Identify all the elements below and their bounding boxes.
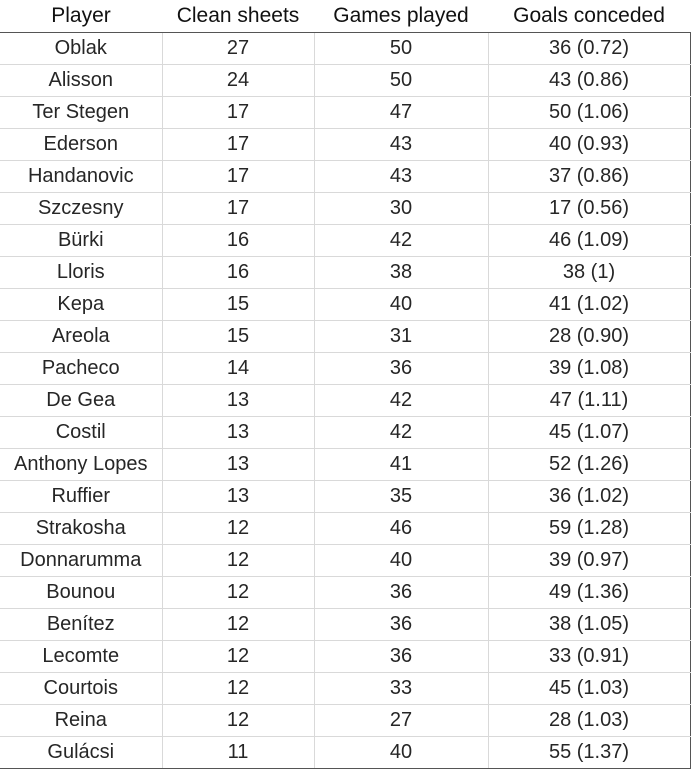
player-name-cell: Bounou [0, 577, 162, 609]
player-name-cell: Alisson [0, 65, 162, 97]
table-row [0, 417, 690, 449]
games-played-cell: 36 [314, 353, 488, 385]
clean-sheets-cell: 13 [162, 481, 314, 513]
goals-conceded-cell: 17 (0.56) [488, 193, 690, 225]
player-name-cell: Szczesny [0, 193, 162, 225]
table-row [0, 609, 690, 641]
games-played-cell: 38 [314, 257, 488, 289]
clean-sheets-cell: 17 [162, 97, 314, 129]
goals-conceded-cell: 52 (1.26) [488, 449, 690, 481]
games-played-cell: 41 [314, 449, 488, 481]
table-row [0, 737, 690, 769]
goals-conceded-cell: 55 (1.37) [488, 737, 690, 769]
games-played-cell: 43 [314, 129, 488, 161]
goals-conceded-cell: 47 (1.11) [488, 385, 690, 417]
clean-sheets-cell: 12 [162, 513, 314, 545]
table-row [0, 481, 690, 513]
clean-sheets-cell: 15 [162, 289, 314, 321]
goals-conceded-cell: 40 (0.93) [488, 129, 690, 161]
player-name-cell: Ruffier [0, 481, 162, 513]
goals-conceded-cell: 46 (1.09) [488, 225, 690, 257]
player-name-cell: Oblak [0, 33, 162, 65]
table-row [0, 545, 690, 577]
games-played-cell: 30 [314, 193, 488, 225]
clean-sheets-cell: 13 [162, 449, 314, 481]
goals-conceded-cell: 37 (0.86) [488, 161, 690, 193]
games-played-cell: 50 [314, 65, 488, 97]
games-played-cell: 42 [314, 385, 488, 417]
clean-sheets-cell: 12 [162, 705, 314, 737]
table-row [0, 577, 690, 609]
player-name-cell: Ter Stegen [0, 97, 162, 129]
games-played-cell: 46 [314, 513, 488, 545]
table-row [0, 705, 690, 737]
table-body [0, 33, 690, 769]
player-name-cell: Gulácsi [0, 737, 162, 769]
table-row [0, 193, 690, 225]
games-played-cell: 40 [314, 289, 488, 321]
clean-sheets-cell: 16 [162, 257, 314, 289]
clean-sheets-cell: 27 [162, 33, 314, 65]
column-header-games-played: Games played [314, 0, 488, 33]
goals-conceded-cell: 33 (0.91) [488, 641, 690, 673]
goals-conceded-cell: 39 (1.08) [488, 353, 690, 385]
column-header-player: Player [0, 0, 162, 33]
clean-sheets-cell: 14 [162, 353, 314, 385]
column-header-goals-conceded: Goals conceded [488, 0, 690, 33]
games-played-cell: 31 [314, 321, 488, 353]
player-name-cell: De Gea [0, 385, 162, 417]
clean-sheets-cell: 11 [162, 737, 314, 769]
table-row [0, 97, 690, 129]
clean-sheets-cell: 12 [162, 673, 314, 705]
table-row [0, 385, 690, 417]
player-name-cell: Benítez [0, 609, 162, 641]
player-name-cell: Reina [0, 705, 162, 737]
goals-conceded-cell: 59 (1.28) [488, 513, 690, 545]
games-played-cell: 50 [314, 33, 488, 65]
goals-conceded-cell: 43 (0.86) [488, 65, 690, 97]
player-name-cell: Ederson [0, 129, 162, 161]
table-row [0, 353, 690, 385]
games-played-cell: 36 [314, 641, 488, 673]
games-played-cell: 35 [314, 481, 488, 513]
table-row [0, 225, 690, 257]
games-played-cell: 33 [314, 673, 488, 705]
games-played-cell: 40 [314, 545, 488, 577]
clean-sheets-cell: 17 [162, 161, 314, 193]
clean-sheets-cell: 15 [162, 321, 314, 353]
player-name-cell: Costil [0, 417, 162, 449]
games-played-cell: 36 [314, 577, 488, 609]
table-row [0, 129, 690, 161]
clean-sheets-cell: 17 [162, 129, 314, 161]
games-played-cell: 43 [314, 161, 488, 193]
table-row [0, 257, 690, 289]
goals-conceded-cell: 36 (0.72) [488, 33, 690, 65]
goals-conceded-cell: 36 (1.02) [488, 481, 690, 513]
goals-conceded-cell: 49 (1.36) [488, 577, 690, 609]
clean-sheets-cell: 12 [162, 609, 314, 641]
column-header-clean-sheets: Clean sheets [162, 0, 314, 33]
player-name-cell: Strakosha [0, 513, 162, 545]
clean-sheets-cell: 12 [162, 641, 314, 673]
table-row [0, 65, 690, 97]
player-name-cell: Kepa [0, 289, 162, 321]
goals-conceded-cell: 28 (1.03) [488, 705, 690, 737]
clean-sheets-cell: 13 [162, 385, 314, 417]
player-name-cell: Lloris [0, 257, 162, 289]
table-row [0, 321, 690, 353]
table-row [0, 289, 690, 321]
goals-conceded-cell: 50 (1.06) [488, 97, 690, 129]
player-name-cell: Bürki [0, 225, 162, 257]
clean-sheets-cell: 13 [162, 417, 314, 449]
clean-sheets-cell: 16 [162, 225, 314, 257]
games-played-cell: 40 [314, 737, 488, 769]
player-name-cell: Areola [0, 321, 162, 353]
goals-conceded-cell: 28 (0.90) [488, 321, 690, 353]
clean-sheets-cell: 12 [162, 577, 314, 609]
goals-conceded-cell: 38 (1) [488, 257, 690, 289]
games-played-cell: 42 [314, 225, 488, 257]
player-name-cell: Donnarumma [0, 545, 162, 577]
table-row [0, 161, 690, 193]
player-name-cell: Courtois [0, 673, 162, 705]
goals-conceded-cell: 39 (0.97) [488, 545, 690, 577]
goals-conceded-cell: 45 (1.03) [488, 673, 690, 705]
clean-sheets-cell: 12 [162, 545, 314, 577]
player-name-cell: Anthony Lopes [0, 449, 162, 481]
clean-sheets-cell: 17 [162, 193, 314, 225]
table-row [0, 673, 690, 705]
player-name-cell: Lecomte [0, 641, 162, 673]
clean-sheets-cell: 24 [162, 65, 314, 97]
table-row [0, 641, 690, 673]
goals-conceded-cell: 45 (1.07) [488, 417, 690, 449]
games-played-cell: 27 [314, 705, 488, 737]
table-row [0, 449, 690, 481]
games-played-cell: 47 [314, 97, 488, 129]
table-row [0, 513, 690, 545]
player-name-cell: Handanovic [0, 161, 162, 193]
player-name-cell: Pacheco [0, 353, 162, 385]
goals-conceded-cell: 38 (1.05) [488, 609, 690, 641]
games-played-cell: 42 [314, 417, 488, 449]
header-row [0, 0, 690, 33]
games-played-cell: 36 [314, 609, 488, 641]
goals-conceded-cell: 41 (1.02) [488, 289, 690, 321]
table-row [0, 33, 690, 65]
